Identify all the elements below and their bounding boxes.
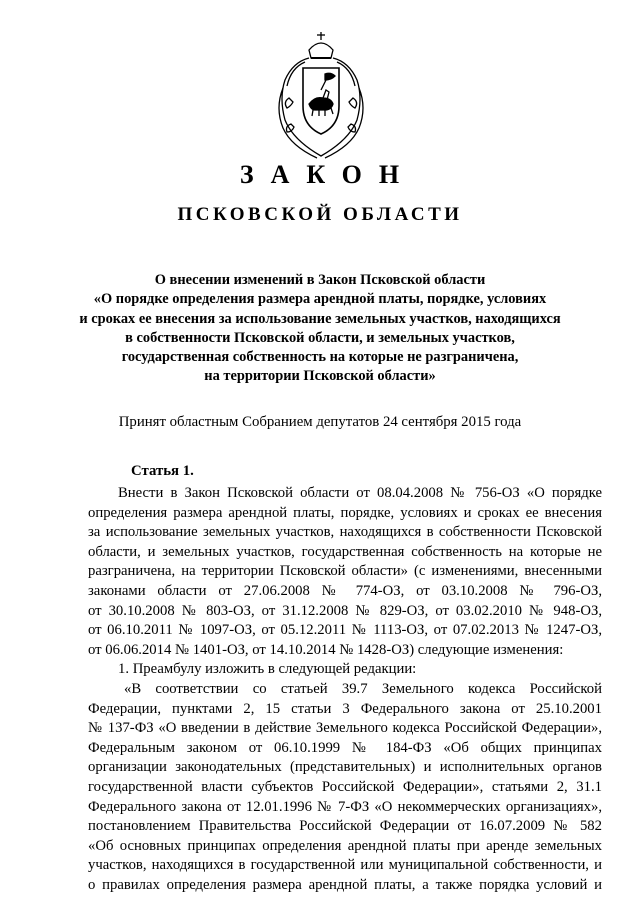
article-body [88,484,602,895]
body-line: определения размера арендной платы, порядке, условиях и сроках ее внесения [88,504,602,521]
coat-of-arms-icon [265,28,377,162]
body-line: организации законодательных (представительных) и исполнительных органов [88,759,602,776]
body-line: законами области от 27.06.2008 № 774-ОЗ, от 03.10.2008 № 796-ОЗ, [88,582,602,599]
adoption-note: Принят областным Собранием депутатов 24 сентября 2015 года [118,414,522,430]
body-line: Федеральным законом от 06.10.1999 № 184-ФЗ «Об общих принципах [88,739,602,756]
body-line: 1. Преамбулу изложить в следующей редакции: [118,661,417,678]
body-line: Внести в Закон Псковской области от 08.04.2008 № 756-ОЗ «О порядке [118,485,602,501]
body-line: государственной власти субъектов Российской Федерации», статьями 2, 31.1 [88,778,602,795]
body-line: от 06.06.2014 № 1401-ОЗ, от 14.10.2014 № 1428-ОЗ) следующие изменения: [88,641,564,658]
body-line: № 137-ФЗ «О введении в действие Земельного кодекса Российской Федерации», [88,720,602,737]
title-line: государственная собственность на которые не разграничена, [121,349,519,366]
article-heading: Статья 1. [131,463,194,479]
body-line: о правилах определения размера арендной платы, а также порядка условий и [88,876,602,893]
document-type-heading: ЗАКОН [239,160,417,189]
title-line: на территории Псковской области» [204,368,436,385]
body-line: постановлением Правительства Российской Федерации от 16.07.2009 № 582 [88,818,602,835]
title-line: О внесении изменений в Закон Псковской области [154,272,486,288]
body-line: области, и земельных участков, государственная собственность на которые не [88,543,602,560]
body-line: разграничена, на территории Псковской области» (с изменениями, внесенными [88,563,602,580]
region-heading: ПСКОВСКОЙ ОБЛАСТИ [177,204,463,225]
title-line: и сроках ее внесения за использование земельных участков, находящихся [79,310,561,327]
body-line: от 30.10.2008 № 803-ОЗ, от 31.12.2008 № 829-ОЗ, от 03.02.2010 № 948-ОЗ, [88,602,602,619]
body-line: участков, находящихся в государственной или муниципальной собственности, и [88,857,602,874]
body-line: Федерации, пунктами 2, 15 статьи 3 Федерального закона от 25.10.2001 [88,700,602,717]
body-line: от 06.10.2011 № 1097-ОЗ, от 05.12.2011 № 1113-ОЗ, от 07.02.2013 № 1247-ОЗ, [88,622,602,639]
title-line: «О порядке определения размера арендной платы, порядке, условиях [93,291,547,308]
body-line: за использование земельных участков, находящихся в собственности Псковской [88,524,602,541]
body-line: Федерального закона от 12.01.1996 № 7-ФЗ «О некоммерческих организациях», [88,798,602,815]
law-title [60,271,580,387]
title-line: в собственности Псковской области, и земельных участков, [125,329,515,346]
body-line: «Об основных принципах определения арендной платы при аренде земельных [88,837,602,854]
body-line: «В соответствии со статьей 39.7 Земельного кодекса Российской [124,680,602,697]
